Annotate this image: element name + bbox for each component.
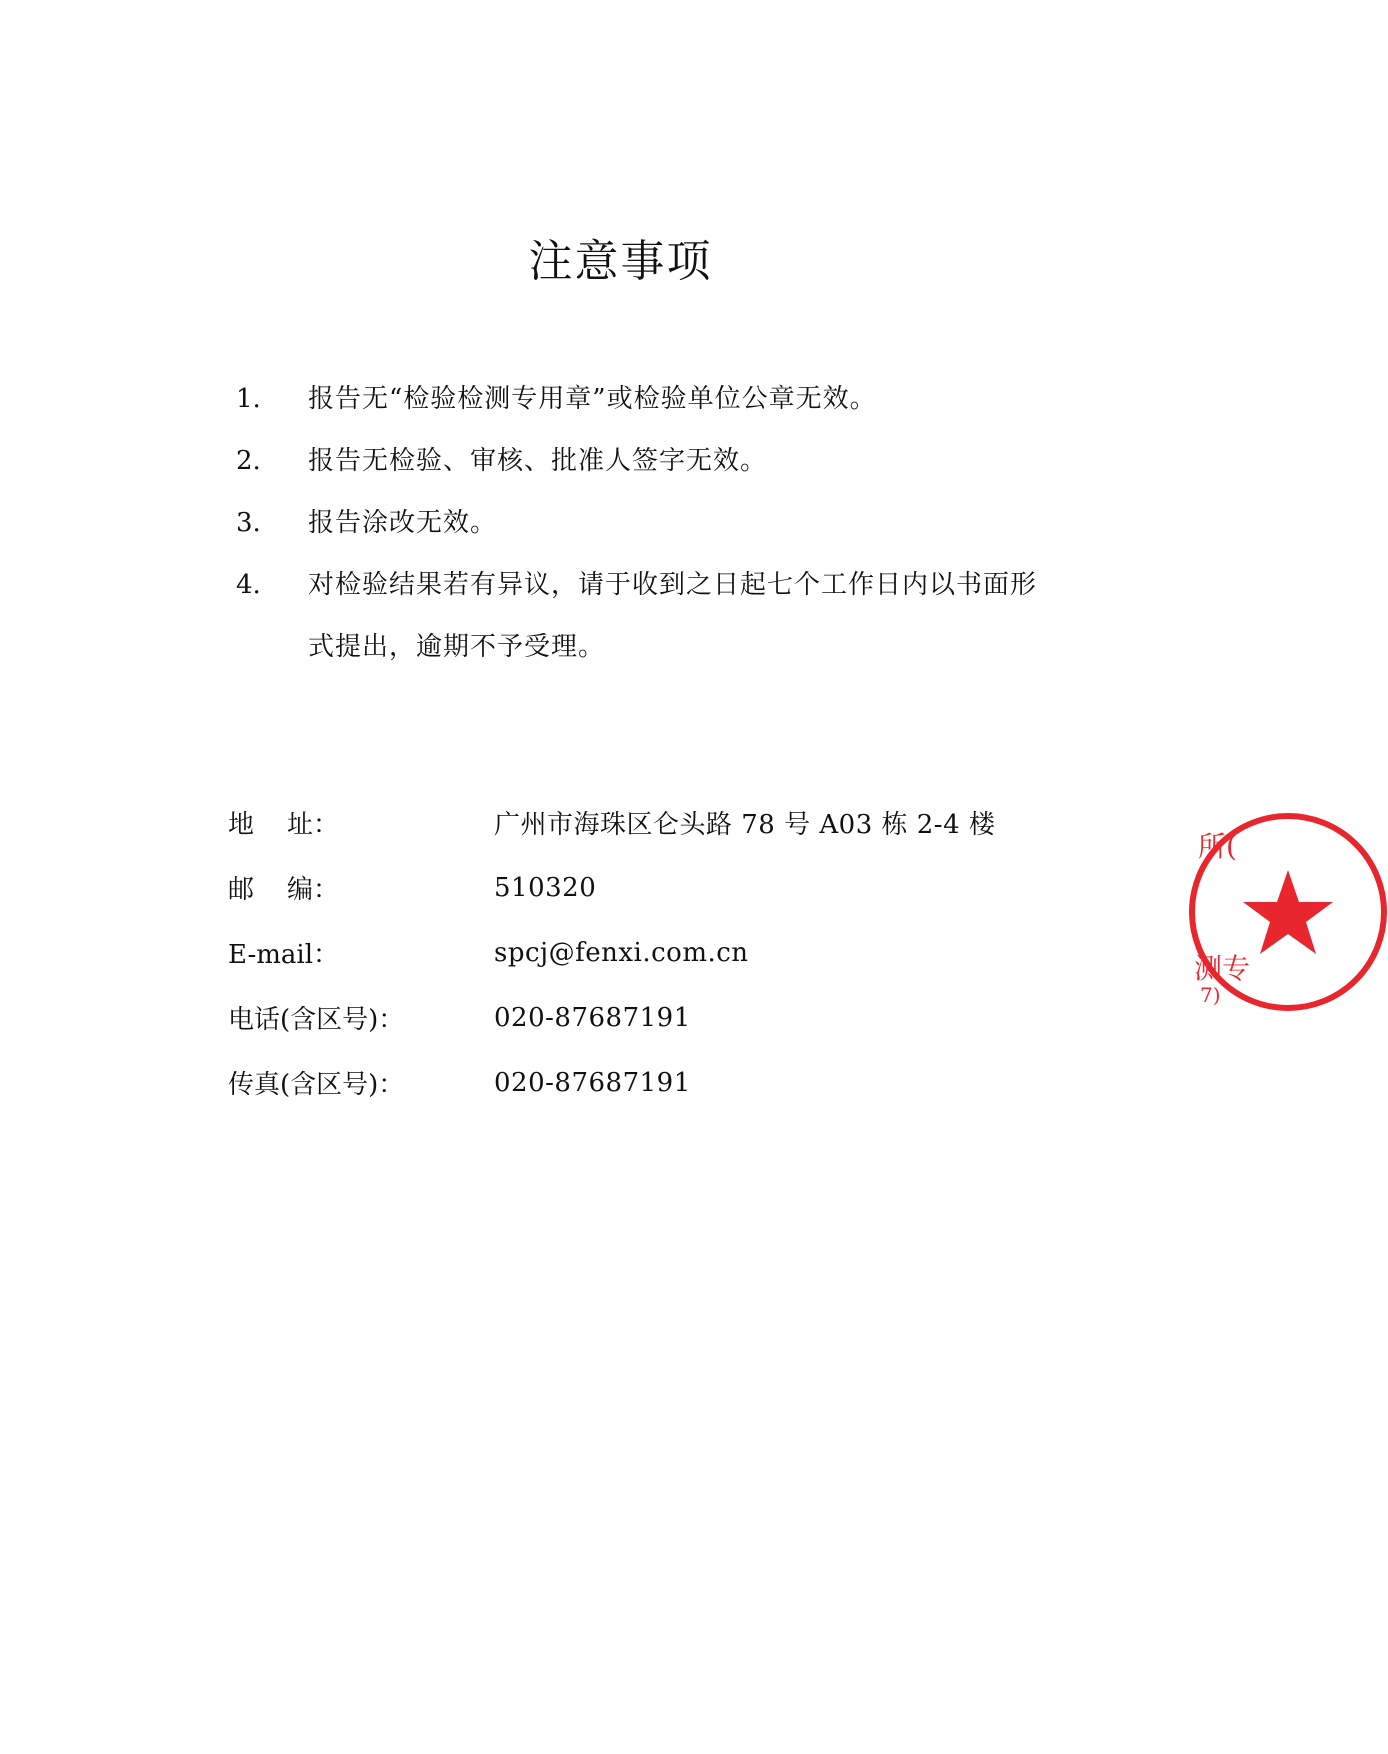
phone-label: 电话(含区号)： [228, 1005, 405, 1035]
contact-row-postcode [228, 855, 1028, 920]
notice-text: 对检验结果若有异议，请于收到之日起七个工作日内以书面形式提出，逾期不予受理。 [308, 570, 1038, 662]
email-label: E-mail： [228, 940, 340, 970]
email-value: spcj@fenxi.com.cn [494, 937, 749, 968]
page-title: 注意事项 [528, 236, 713, 287]
notice-number: 4. [236, 570, 261, 600]
notice-list [236, 368, 1056, 678]
notice-item [236, 554, 1056, 678]
seal-text-bottom: 测专 [1194, 952, 1251, 985]
seal-text-code: 7) [1200, 983, 1221, 1007]
contact-info [228, 790, 1028, 1115]
notice-number: 2. [236, 446, 261, 476]
address-value: 广州市海珠区仑头路 78 号 A03 栋 2-4 楼 [494, 810, 996, 840]
notice-number: 1. [236, 384, 261, 414]
official-seal-stamp [1188, 812, 1388, 1012]
contact-row-address [228, 790, 1028, 855]
postcode-value: 510320 [494, 872, 597, 903]
phone-value: 020-87687191 [494, 1002, 691, 1033]
fax-label: 传真(含区号)： [228, 1070, 405, 1100]
notice-item [236, 368, 1056, 430]
notice-number: 3. [236, 508, 261, 538]
notice-text: 报告无“检验检测专用章”或检验单位公章无效。 [308, 384, 877, 414]
address-label: 地 址： [228, 810, 340, 840]
contact-row-fax [228, 1050, 1028, 1115]
seal-star-icon [1243, 870, 1333, 954]
notice-item [236, 492, 1056, 554]
seal-text-top: 所( [1198, 830, 1237, 863]
notice-item [236, 430, 1056, 492]
fax-value: 020-87687191 [494, 1067, 691, 1098]
notice-text: 报告无检验、审核、批准人签字无效。 [308, 446, 768, 476]
contact-row-email [228, 920, 1028, 985]
notice-text: 报告涂改无效。 [308, 508, 498, 538]
postcode-label: 邮 编： [228, 875, 340, 905]
contact-row-phone [228, 985, 1028, 1050]
